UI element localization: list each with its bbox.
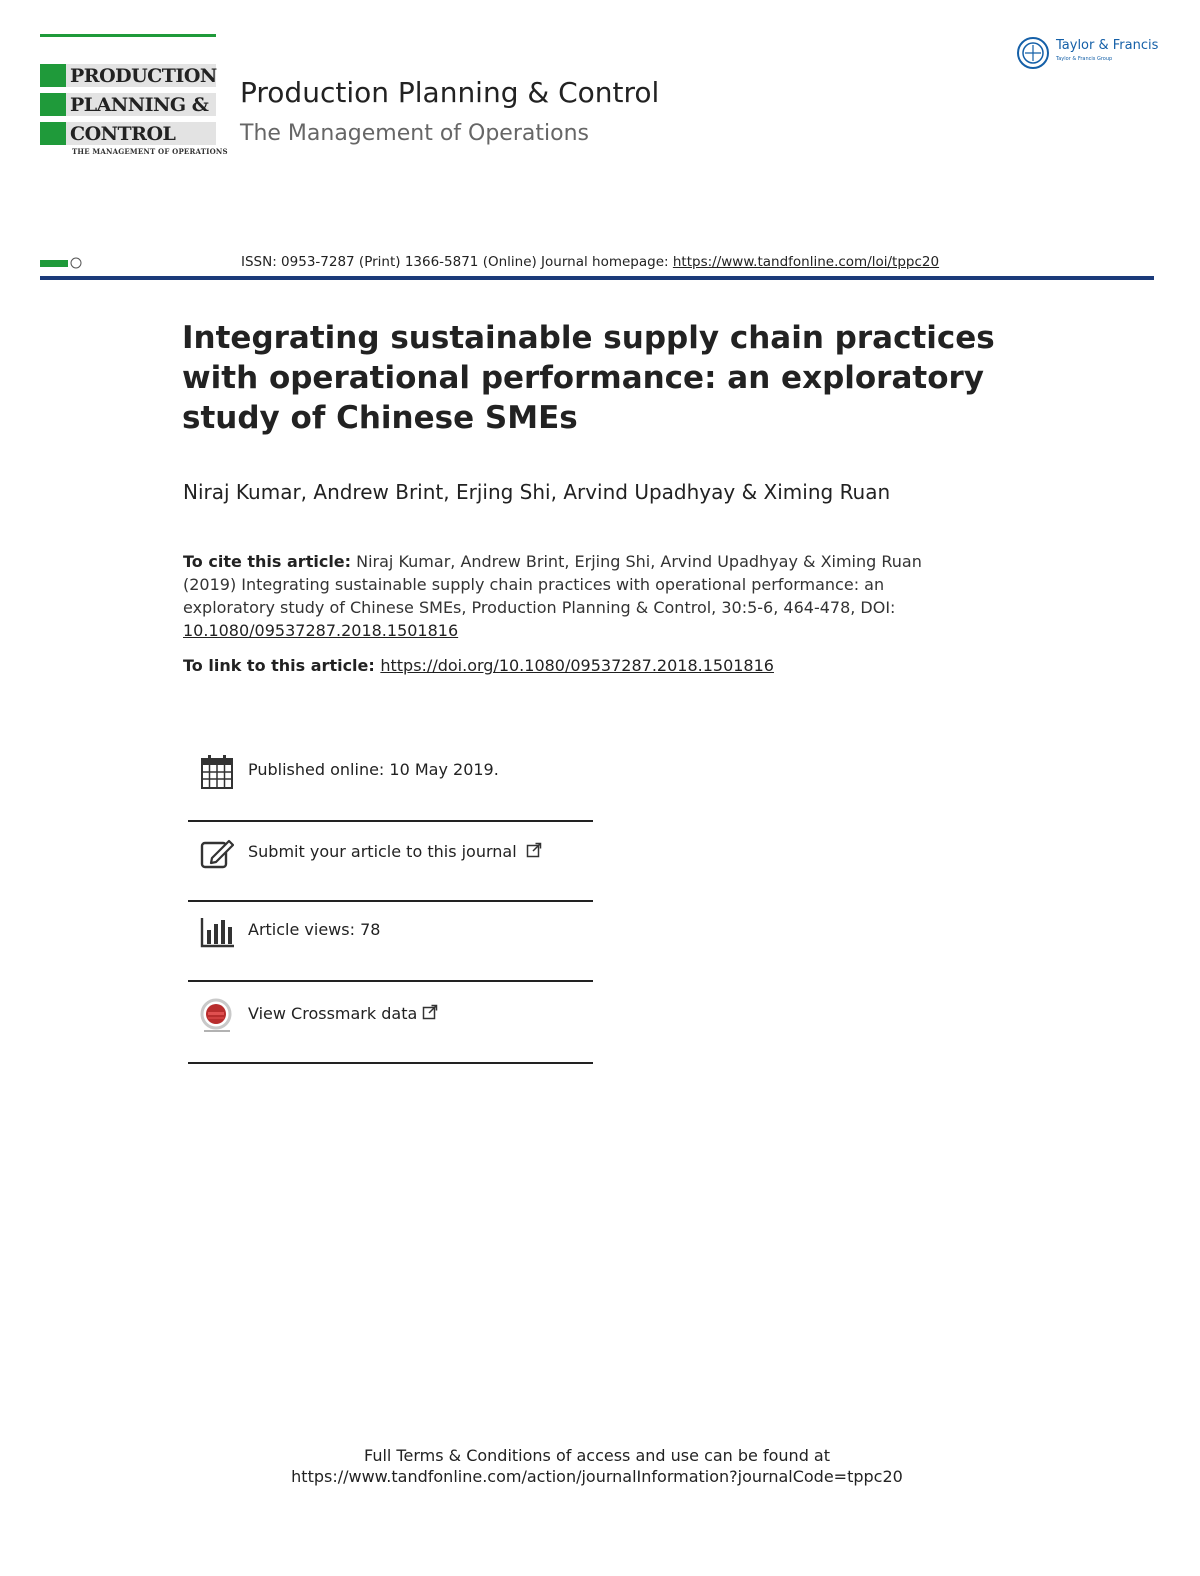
calendar-icon (200, 754, 234, 790)
publisher-logo (1016, 36, 1159, 70)
citation-doi-link[interactable]: 10.1080/09537287.2018.1501816 (183, 621, 459, 640)
published-date: Published online: 10 May 2019. (248, 760, 499, 779)
header-rule (40, 276, 1154, 280)
footer-terms (0, 1445, 1194, 1487)
footer-terms-link[interactable]: https://www.tandfonline.com/action/journalInformation?journalCode=tppc20 (291, 1467, 903, 1486)
issn-line (241, 254, 939, 270)
crossmark-icon (200, 998, 234, 1034)
article-authors: Niraj Kumar, Andrew Brint, Erjing Shi, Arvind Upadhyay & Ximing Ruan (183, 480, 891, 504)
edit-icon (200, 836, 234, 872)
article-views: Article views: 78 (248, 920, 381, 939)
separator-1 (188, 820, 593, 822)
cover-row-1 (40, 64, 216, 87)
publisher-emblem-icon (1016, 36, 1050, 70)
publisher-group: Taylor & Francis Group (1056, 56, 1113, 62)
crossmark-label: View Crossmark data (248, 1004, 418, 1023)
citation-text: Niraj Kumar, Andrew Brint, Erjing Shi, Arvind Upadhyay & Ximing Ruan (2019) Integrating sustainable supply chain practices with operational performance: an exploratory study of Chinese SMEs, Production Planning & Control, 30:5-6, 464-478, DOI: (183, 552, 922, 617)
article-doi-url[interactable]: https://doi.org/10.1080/09537287.2018.1501816 (380, 656, 774, 675)
publisher-mini-bar (40, 260, 68, 267)
publisher-mini-logo (70, 257, 82, 269)
article-title: Integrating sustainable supply chain practices with operational performance: an exploratory study of Chinese SMEs (182, 320, 995, 436)
cover-top-line (40, 34, 216, 37)
article-views-info (188, 910, 593, 990)
issn-text: ISSN: 0953-7287 (Print) 1366-5871 (Online) Journal homepage: (241, 254, 673, 270)
article-link-line (183, 656, 774, 675)
external-link-icon (422, 1004, 438, 1020)
separator-2 (188, 900, 593, 902)
cover-title-line-3: CONTROL (70, 123, 176, 145)
submit-article-label: Submit your article to this journal (248, 842, 517, 861)
publisher-mini-emblem-icon (70, 257, 82, 269)
journal-cover-thumbnail (40, 34, 228, 204)
cover-row-2 (40, 93, 216, 116)
cover-row-3 (40, 122, 216, 145)
separator-4 (188, 1062, 593, 1064)
citation-block (183, 550, 973, 642)
journal-subtitle: The Management of Operations (240, 121, 589, 146)
journal-homepage-link[interactable]: https://www.tandfonline.com/loi/tppc20 (672, 254, 940, 270)
cover-title-line-1: PRODUCTION (70, 65, 217, 87)
footer-line-1: Full Terms & Conditions of access and use can be found at (363, 1446, 831, 1465)
citation-label: To cite this article: (183, 552, 352, 571)
cover-title-line-2: PLANNING & (70, 94, 209, 116)
cover-subtitle: THE MANAGEMENT OF OPERATIONS (72, 147, 228, 156)
external-link-icon (526, 842, 542, 858)
published-info (188, 750, 593, 830)
bar-chart-icon (200, 914, 234, 950)
separator-3 (188, 980, 593, 982)
article-link-label: To link to this article: (183, 656, 381, 675)
journal-title: Production Planning & Control (240, 76, 660, 109)
publisher-name: Taylor & Francis (1056, 38, 1159, 53)
